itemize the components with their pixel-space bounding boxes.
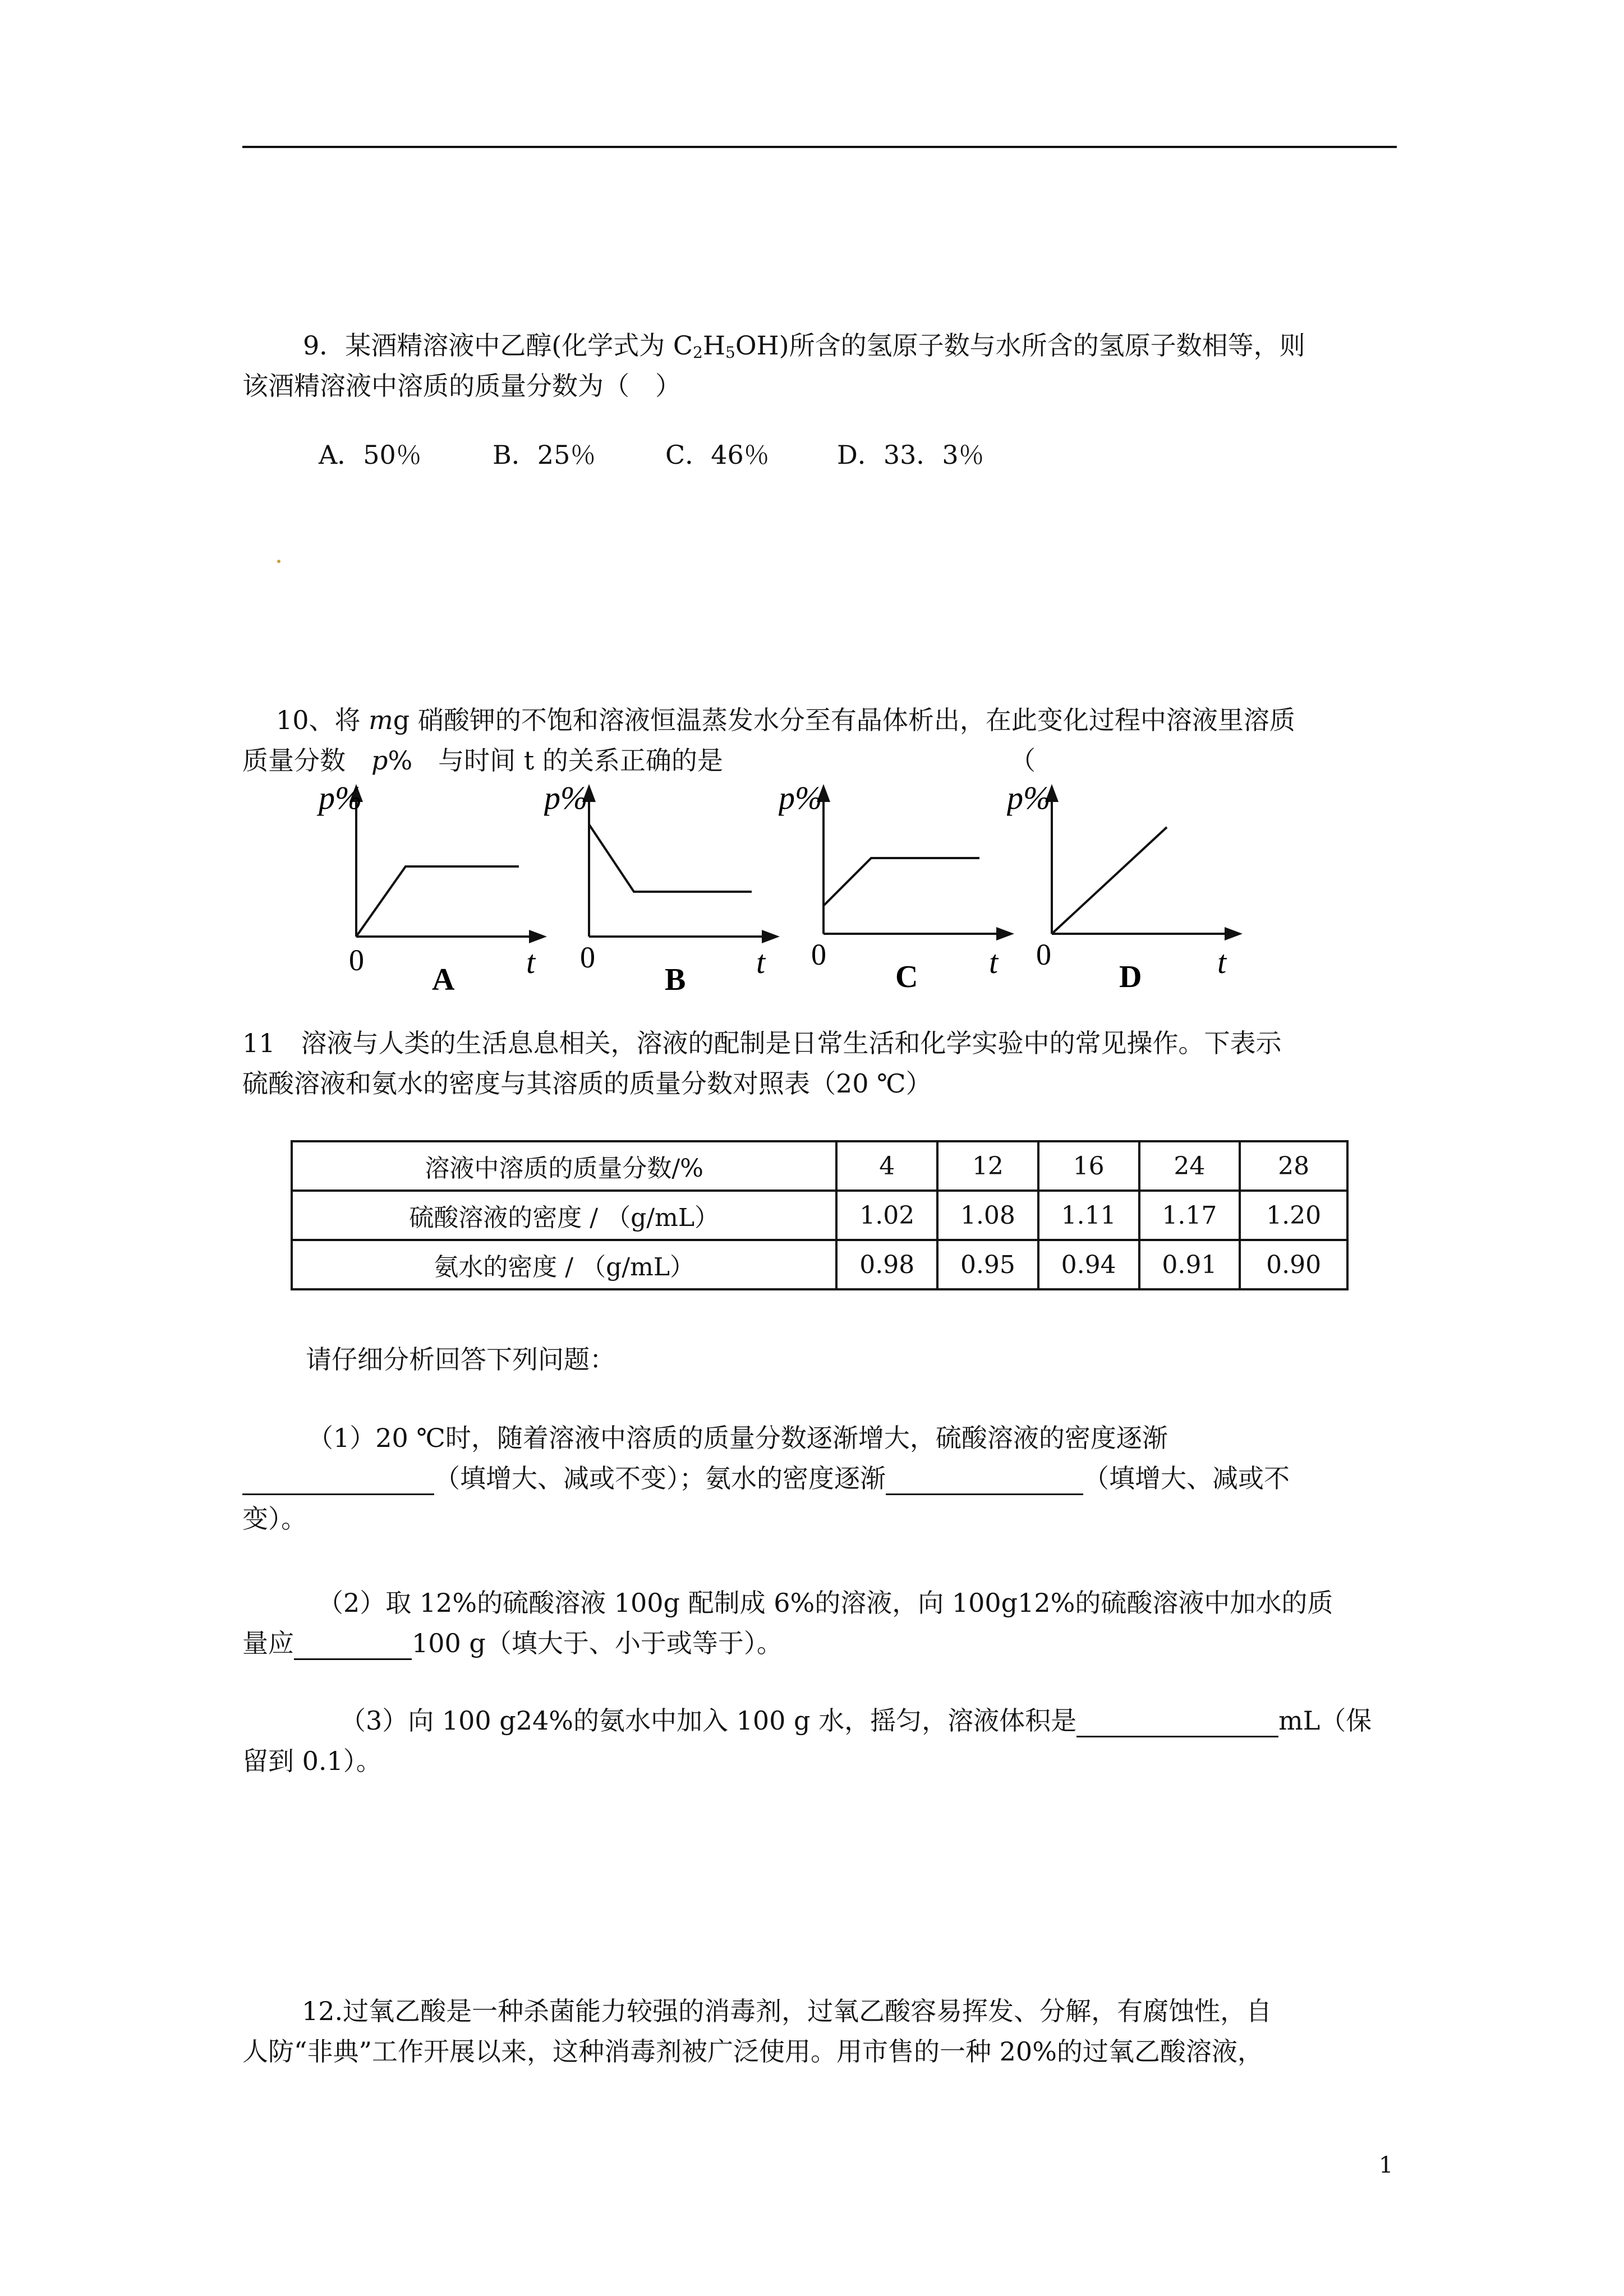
q11-part1-line2: （填增大、减或不变）；氨水的密度逐渐 （填增大、减或不 (242, 1461, 1290, 1495)
table-cell: 1.02 (836, 1191, 937, 1240)
q10-line1: 10、将 mg 硝酸钾的不饱和溶液恒温蒸发水分至有晶体析出，在此变化过程中溶液里溶质 (276, 705, 1295, 735)
graph-b-label: B (665, 962, 686, 997)
table-cell: 1.11 (1038, 1191, 1139, 1240)
q10-answer-paren: （ (1010, 745, 1036, 776)
q9-option-c: C．46％ (665, 440, 770, 470)
answer-blank-4[interactable] (1076, 1710, 1278, 1737)
table-cell: 0.90 (1240, 1240, 1347, 1289)
graph-c-x-label: t (989, 944, 999, 980)
table-cell: 溶液中溶质的质量分数/% (292, 1141, 836, 1191)
table-cell: 1.08 (937, 1191, 1038, 1240)
table-cell: 氨水的密度 / （g/mL） (292, 1240, 836, 1289)
q11-part2-line1: （2）取 12%的硫酸溶液 100g 配制成 6%的溶液，向 100g12%的硫酸溶液中加水的质 (318, 1588, 1333, 1618)
graph-d-y-label: p% (1007, 780, 1051, 816)
graph-d-x-label: t (1217, 944, 1227, 980)
graph-d (1007, 780, 1243, 998)
graph-c-label: C (895, 960, 918, 994)
q9-option-a: A．50％ (319, 440, 422, 470)
table-cell: 4 (836, 1141, 937, 1191)
q12-line1: 12.过氧乙酸是一种杀菌能力较强的消毒剂，过氧乙酸容易挥发、分解，有腐蚀性，自 (302, 1996, 1272, 2026)
q9-line2: 该酒精溶液中溶质的质量分数为（ ） (242, 371, 681, 401)
q11-line2: 硫酸溶液和氨水的密度与其溶质的质量分数对照表（20 ℃） (242, 1068, 932, 1099)
q11-part2-line2: 量应 100 g（填大于、小于或等于）。 (242, 1626, 783, 1660)
header-rule (242, 146, 1397, 148)
table-cell: 1.17 (1139, 1191, 1240, 1240)
table-cell: 12 (937, 1141, 1038, 1191)
q9-line1: 9．某酒精溶液中乙醇(化学式为 $C_2H_5OH$)所含的氢原子数与水所含的氢原子数相等，则 (303, 330, 1305, 362)
graph-c-origin: 0 (811, 938, 826, 971)
table-cell: 28 (1240, 1141, 1347, 1191)
graph-a-y-label: p% (319, 780, 362, 816)
q11-line1: 11 溶液与人类的生活息息相关，溶液的配制是日常生活和化学实验中的常见操作。下表示 (242, 1028, 1282, 1058)
table-row (292, 1191, 1347, 1240)
table-cell: 硫酸溶液的密度 / （g/mL） (292, 1191, 836, 1240)
answer-blank-3[interactable] (294, 1633, 412, 1660)
q11-intro: 请仔细分析回答下列问题： (306, 1344, 615, 1375)
stray-mark (277, 560, 280, 563)
graph-a-label: A (432, 962, 455, 997)
table-cell: 0.95 (937, 1240, 1038, 1289)
q9-option-b: B．25％ (493, 440, 596, 470)
q11-part3-line2: 留到 0.1）。 (242, 1746, 382, 1776)
table-cell: 0.98 (836, 1240, 937, 1289)
table-row (292, 1141, 1347, 1191)
q10-line2: 质量分数 p% 与时间 t 的关系正确的是 (242, 745, 723, 776)
q9-option-d: D．33．3％ (837, 440, 984, 470)
graph-d-origin: 0 (1036, 938, 1051, 971)
graph-a-origin: 0 (349, 943, 364, 977)
answer-blank-2[interactable] (886, 1468, 1083, 1495)
q11-part1-line1: （1）20 ℃时，随着溶液中溶质的质量分数逐渐增大，硫酸溶液的密度逐渐 (307, 1423, 1168, 1453)
q11-part3-line1: （3）向 100 g24%的氨水中加入 100 g 水，摇匀，溶液体积是 mL（保 (340, 1704, 1372, 1737)
graph-a-x-label: t (526, 944, 536, 980)
density-table (291, 1140, 1349, 1290)
page-number: 1 (1379, 2152, 1393, 2178)
table-row (292, 1240, 1347, 1289)
graph-a (314, 780, 550, 998)
graph-c (779, 780, 1014, 998)
table-cell: 24 (1139, 1141, 1240, 1191)
graph-b-x-label: t (756, 944, 766, 980)
table-cell: 0.91 (1139, 1240, 1240, 1289)
table-cell: 16 (1038, 1141, 1139, 1191)
answer-blank-1[interactable] (242, 1468, 434, 1495)
table-cell: 0.94 (1038, 1240, 1139, 1289)
graph-b (544, 780, 780, 998)
graph-b-y-label: p% (544, 780, 588, 816)
q11-part1-line3: 变）。 (242, 1504, 307, 1534)
q12-line2: 人防“非典”工作开展以来，这种消毒剂被广泛使用。用市售的一种 20%的过氧乙酸溶液， (242, 2036, 1263, 2067)
table-cell: 1.20 (1240, 1191, 1347, 1240)
graph-d-label: D (1119, 960, 1142, 994)
graph-b-origin: 0 (580, 940, 595, 974)
graph-c-y-label: p% (779, 780, 822, 816)
